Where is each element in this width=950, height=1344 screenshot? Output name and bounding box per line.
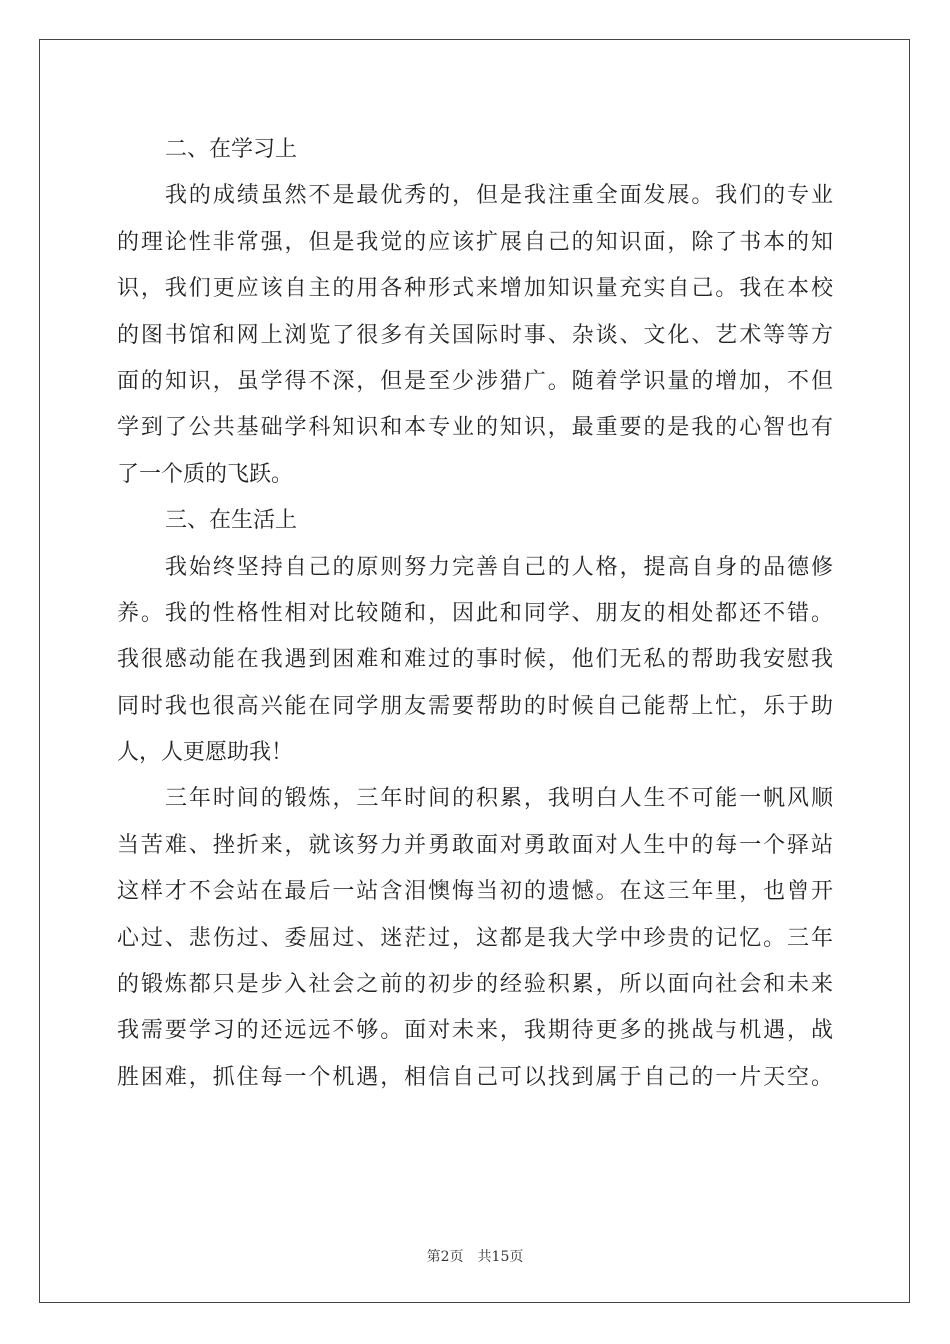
text-line: 心过、悲伤过、委屈过、迷茫过，这都是我大学中珍贵的记忆。三年: [117, 925, 833, 951]
document-body: [117, 127, 833, 1101]
current-page-label: 第2页: [426, 1249, 464, 1265]
text-line: 的锻炼都只是步入社会之前的初步的经验积累，所以面向社会和未来: [117, 972, 833, 998]
text-line: 同时我也很高兴能在同学朋友需要帮助的时候自己能帮上忙，乐于助: [117, 693, 833, 719]
text-line: 识，我们更应该自主的用各种形式来增加知识量充实自己。我在本校: [117, 276, 833, 302]
text-line: 我的成绩虽然不是最优秀的，但是我注重全面发展。我们的专业: [165, 183, 833, 209]
text-line: 三年时间的锻炼，三年时间的积累，我明白人生不可能一帆风顺: [165, 786, 833, 812]
text-line: 胜困难，抓住每一个机遇，相信自己可以找到属于自己的一片天空。: [117, 1064, 833, 1090]
text-line: 面的知识，虽学得不深，但是至少涉猎广。随着学识量的增加，不但: [117, 368, 833, 394]
text-line: 当苦难、挫折来，就该努力并勇敢面对勇敢面对人生中的每一个驿站: [117, 832, 833, 858]
text-line: 我很感动能在我遇到困难和难过的事时候，他们无私的帮助我安慰我: [117, 647, 833, 673]
text-line: 的理论性非常强，但是我觉的应该扩展自己的知识面，除了书本的知: [117, 229, 833, 255]
page-footer: [0, 1246, 950, 1266]
text-line: 我始终坚持自己的原则努力完善自己的人格，提高自身的品德修: [165, 554, 833, 580]
text-line: 三、在生活上: [165, 508, 298, 534]
text-line: 我需要学习的还远远不够。面对未来，我期待更多的挑战与机遇，战: [117, 1018, 833, 1044]
text-line: 这样才不会站在最后一站含泪懊悔当初的遗憾。在这三年里，也曾开: [117, 879, 833, 905]
text-line: 人，人更愿助我！: [117, 740, 294, 766]
total-pages-label: 共15页: [477, 1249, 524, 1265]
text-line: 二、在学习上: [165, 137, 298, 162]
text-line: 了一个质的飞跃。: [117, 461, 294, 487]
text-line: 养。我的性格性相对比较随和，因此和同学、朋友的相处都还不错。: [117, 600, 833, 626]
text-line: 的图书馆和网上浏览了很多有关国际时事、杂谈、文化、艺术等等方: [117, 322, 833, 348]
text-line: 学到了公共基础学科知识和本专业的知识，最重要的是我的心智也有: [117, 415, 833, 441]
